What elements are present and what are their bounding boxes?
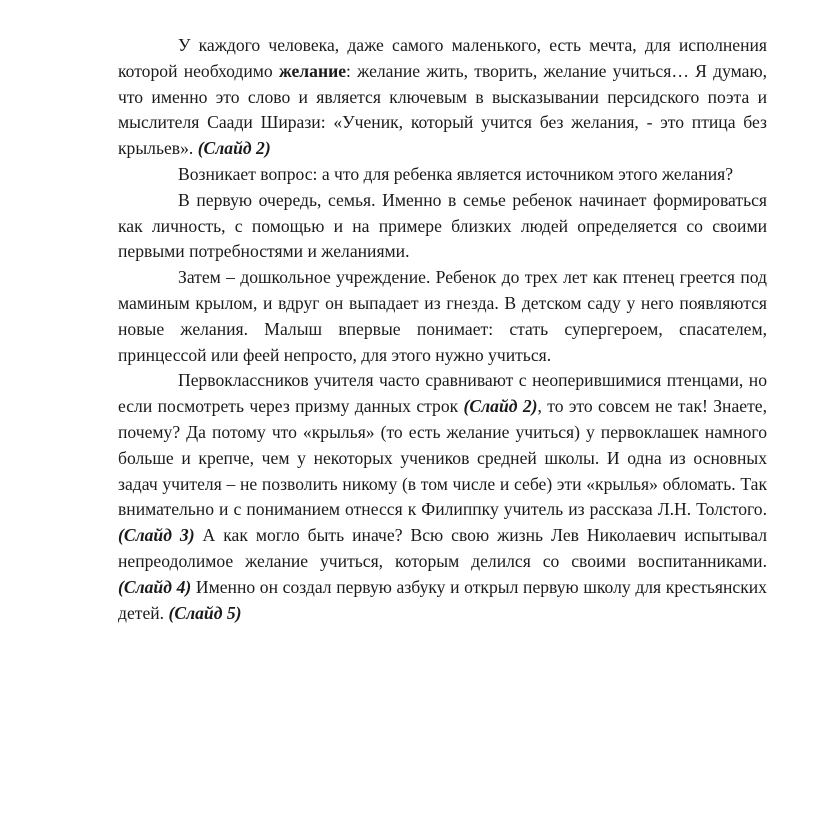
slide-reference: (Слайд 2) xyxy=(197,138,271,159)
paragraph-1 xyxy=(118,33,767,162)
slide-reference: (Слайд 5) xyxy=(168,602,242,623)
paragraph-text: У каждого человека, даже самого маленького, есть мечта, для исполнения которой необходимо xyxy=(118,35,767,81)
document-body xyxy=(118,33,767,626)
emphasized-word: желание xyxy=(278,60,347,81)
slide-reference: (Слайд 2) xyxy=(463,396,538,417)
paragraph-text: : желание жить, творить, желание учиться… Я думаю, что именно это слово и является ключевым в высказывании персидского поэта и мыслителя Саади Ширази: «Ученик, который учится без желания, - это птица без крыльев». xyxy=(118,60,767,159)
paragraph-text: В первую очередь, семья. Именно в семье ребенок начинает формироваться как личность, с помощью и на примере близких людей определяется со своими первыми потребностями и желаниями. xyxy=(118,189,767,262)
slide-reference: (Слайд 3) xyxy=(118,525,195,546)
paragraph-text: , то это совсем не так! Знаете, почему? Да потому что «крылья» (то есть желание учиться) у первоклашек намного больше и крепче, чем у некоторых учеников средней школы. И одна из основных задач учителя – не позволить никому (в том числе и себе) эти «крылья» обломать. Так внимательно и с пониманием отнесся к Филиппку учитель из рассказа Л.Н. Толстого. xyxy=(118,396,767,520)
paragraph-text: Именно он создал первую азбуку и открыл первую школу для крестьянских детей. xyxy=(118,576,767,623)
slide-reference: (Слайд 4) xyxy=(118,576,192,597)
paragraph-text: А как могло быть иначе? Всю свою жизнь Лев Николаевич испытывал непреодолимое желание учиться, которым делился со своими воспитанниками. xyxy=(118,525,767,571)
paragraph-4 xyxy=(118,265,767,368)
paragraph-3 xyxy=(118,188,767,265)
paragraph-2 xyxy=(118,162,767,188)
cut-off-top-line xyxy=(178,0,678,6)
paragraph-text: Затем – дошкольное учреждение. Ребенок до трех лет как птенец греется под маминым крылом, и вдруг он выпадает из гнезда. В детском саду у него появляются новые желания. Малыш впервые понимает: стать супергероем, спасателем, принцессой или феей непросто, для этого нужно учиться. xyxy=(118,267,767,365)
paragraph-5 xyxy=(118,368,767,626)
paragraph-text: Возникает вопрос: а что для ребенка является источником этого желания? xyxy=(178,163,734,184)
paragraph-text: Первоклассников учителя часто сравнивают с неоперившимися птенцами, но если посмотреть через призму данных строк xyxy=(118,370,767,417)
